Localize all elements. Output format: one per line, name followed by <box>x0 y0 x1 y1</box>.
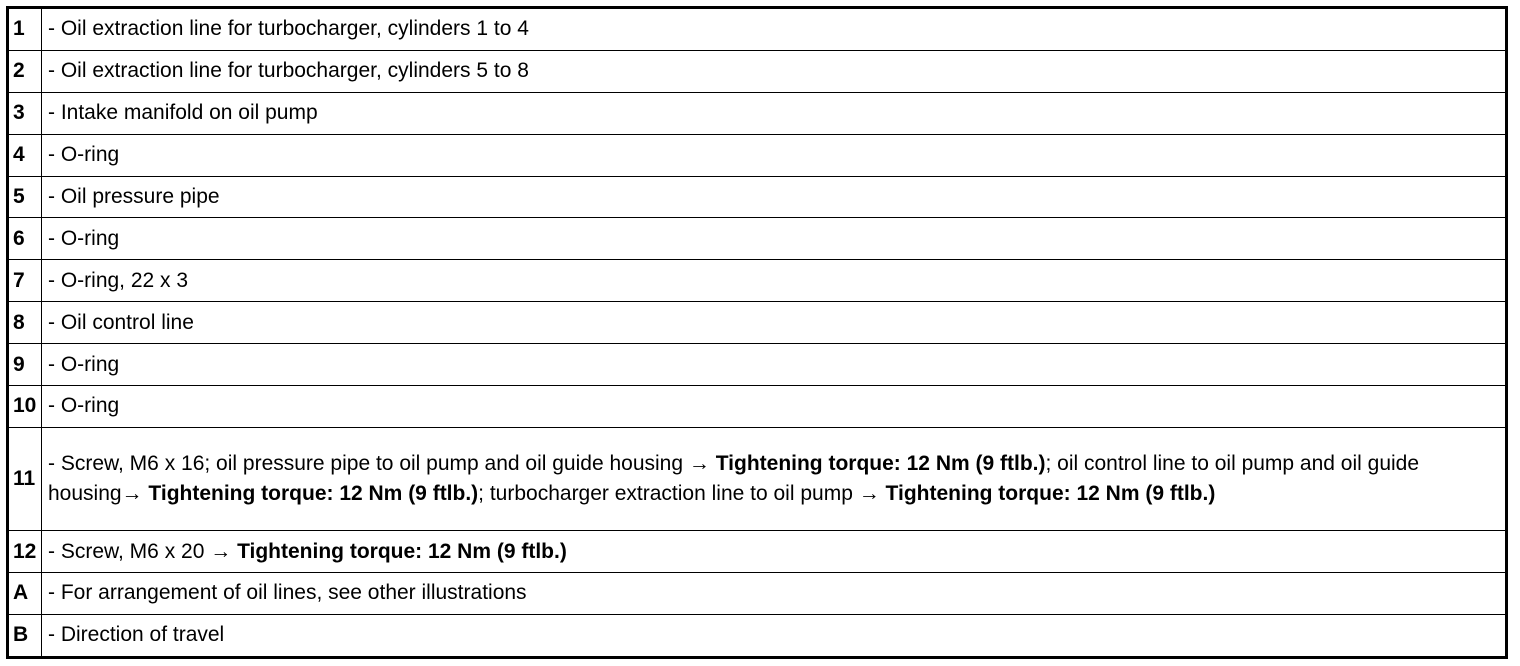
description-text: - O-ring <box>48 226 120 250</box>
torque-spec: Tightening torque: 12 Nm (9 ftlb.) <box>885 482 1216 506</box>
legend-key: 8 <box>8 302 42 344</box>
legend-key: 2 <box>8 50 42 92</box>
description-text: - O-ring <box>48 352 120 376</box>
legend-row <box>8 218 1507 260</box>
description-text: - O-ring <box>48 394 120 418</box>
legend-key: 6 <box>8 218 42 260</box>
description-text: ; turbocharger extraction line to oil pump → <box>478 482 886 506</box>
legend-row <box>8 614 1507 657</box>
legend-description <box>42 218 1507 260</box>
legend-key: 4 <box>8 134 42 176</box>
description-text: ; oil control line to oil pump and oil guide housing→ <box>48 452 1420 506</box>
legend-description <box>42 176 1507 218</box>
description-text: - For arrangement of oil lines, see other illustrations <box>48 581 527 605</box>
legend-description <box>42 260 1507 302</box>
legend-key: 10 <box>8 386 42 428</box>
legend-row <box>8 176 1507 218</box>
legend-description <box>42 8 1507 51</box>
description-text: - O-ring, 22 x 3 <box>48 268 189 292</box>
description-text: - Direction of travel <box>48 623 225 647</box>
parts-legend-table <box>6 6 1508 659</box>
torque-spec: Tightening torque: 12 Nm (9 ftlb.) <box>715 452 1046 476</box>
legend-key: 7 <box>8 260 42 302</box>
legend-key: 1 <box>8 8 42 51</box>
description-text: - Screw, M6 x 20 → <box>48 539 238 563</box>
description-text: - O-ring <box>48 143 120 167</box>
legend-description <box>42 134 1507 176</box>
legend-key: 9 <box>8 344 42 386</box>
legend-row <box>8 344 1507 386</box>
legend-description <box>42 386 1507 428</box>
legend-row <box>8 573 1507 615</box>
description-text: - Screw, M6 x 16; oil pressure pipe to oil pump and oil guide housing → <box>48 452 716 476</box>
torque-spec: Tightening torque: 12 Nm (9 ftlb.) <box>148 482 479 506</box>
legend-row <box>8 386 1507 428</box>
description-text: - Oil extraction line for turbocharger, cylinders 5 to 8 <box>48 59 529 83</box>
legend-row <box>8 260 1507 302</box>
legend-key: A <box>8 573 42 615</box>
parts-legend-body <box>8 8 1507 658</box>
description-text: - Intake manifold on oil pump <box>48 101 318 125</box>
legend-row <box>8 134 1507 176</box>
legend-description <box>42 92 1507 134</box>
legend-row <box>8 8 1507 51</box>
legend-description <box>42 302 1507 344</box>
legend-description <box>42 344 1507 386</box>
torque-spec: Tightening torque: 12 Nm (9 ftlb.) <box>237 539 567 563</box>
legend-key: B <box>8 614 42 657</box>
legend-key: 12 <box>8 531 42 573</box>
legend-key: 3 <box>8 92 42 134</box>
legend-description <box>42 531 1507 573</box>
legend-key: 5 <box>8 176 42 218</box>
legend-row <box>8 50 1507 92</box>
description-text: - Oil control line <box>48 310 194 334</box>
legend-description <box>42 427 1507 530</box>
legend-row <box>8 92 1507 134</box>
description-text: - Oil extraction line for turbocharger, cylinders 1 to 4 <box>48 17 529 41</box>
description-text: - Oil pressure pipe <box>48 185 220 209</box>
legend-description <box>42 50 1507 92</box>
legend-row <box>8 427 1507 530</box>
legend-row <box>8 531 1507 573</box>
legend-key: 11 <box>8 427 42 530</box>
legend-description <box>42 573 1507 615</box>
legend-description <box>42 614 1507 657</box>
legend-row <box>8 302 1507 344</box>
